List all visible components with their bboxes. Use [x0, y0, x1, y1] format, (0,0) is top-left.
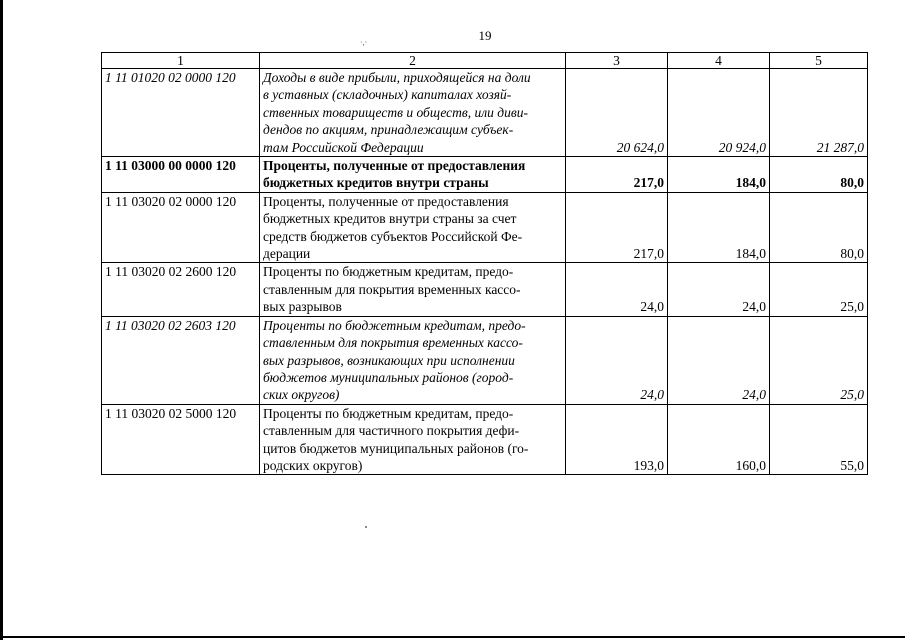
description-line: Проценты по бюджетным кредитам, предо- — [263, 405, 514, 421]
description-line: Проценты по бюджетным кредитам, предо- — [263, 264, 514, 280]
budget-code: 1 11 01020 02 0000 120 — [102, 69, 260, 157]
description-line: Проценты, полученные от предоставления — [263, 158, 526, 174]
value-col4: 24,0 — [668, 316, 770, 404]
value-col4: 184,0 — [668, 192, 770, 263]
column-number-row — [102, 53, 868, 69]
description-line: Доходы в виде прибыли, приходящейся на доли — [263, 70, 531, 85]
value-col3: 24,0 — [566, 263, 668, 316]
description-line: цитов бюджетов муниципальных районов (го- — [263, 440, 529, 456]
value-col4: 184,0 — [668, 157, 770, 193]
column-header-3: 3 — [566, 53, 668, 69]
table-row — [102, 316, 868, 404]
column-header-4: 4 — [668, 53, 770, 69]
value-col5: 80,0 — [770, 157, 868, 193]
table-row — [102, 263, 868, 316]
value-col3: 193,0 — [566, 404, 668, 475]
description-line: дендов по акциям, принадлежащим субъек- — [263, 122, 514, 138]
column-header-2: 2 — [260, 53, 566, 69]
value-col4: 20 924,0 — [668, 69, 770, 157]
description-line: средств бюджетов субъектов Российской Фе- — [263, 228, 523, 244]
description-line: бюджетных кредитов внутри страны — [263, 175, 489, 191]
revenue-description — [260, 192, 566, 263]
value-col3: 217,0 — [566, 157, 668, 193]
description-line: дерации — [263, 246, 311, 262]
description-line: ских округов) — [263, 387, 340, 403]
description-line: бюджетных кредитов внутри страны за счет — [263, 211, 517, 227]
description-line: Проценты, полученные от предоставления — [263, 193, 509, 209]
revenue-description — [260, 69, 566, 157]
column-header-5: 5 — [770, 53, 868, 69]
column-header-1: 1 — [102, 53, 260, 69]
budget-code: 1 11 03020 02 2600 120 — [102, 263, 260, 316]
revenue-description — [260, 263, 566, 316]
description-line: ставленным для покрытия временных кассо- — [263, 281, 521, 297]
budget-revenue-table — [101, 52, 868, 475]
budget-code: 1 11 03000 00 0000 120 — [102, 157, 260, 193]
value-col3: 20 624,0 — [566, 69, 668, 157]
description-line: Проценты по бюджетным кредитам, предо- — [263, 317, 526, 333]
scan-left-edge — [0, 0, 3, 640]
description-line: там Российской Федерации — [263, 139, 424, 155]
description-line: бюджетов муниципальных районов (город- — [263, 369, 514, 385]
table-row — [102, 404, 868, 475]
description-line: вых разрывов — [263, 299, 342, 315]
budget-code: 1 11 03020 02 5000 120 — [102, 404, 260, 475]
value-col5: 55,0 — [770, 404, 868, 475]
description-line: вых разрывов, возникающих при исполнении — [263, 352, 515, 368]
description-line: ственных товариществ и обществ, или диви- — [263, 104, 528, 120]
description-line: ставленным для частичного покрытия дефи- — [263, 423, 520, 439]
page-number: 19 — [478, 28, 492, 43]
budget-code: 1 11 03020 02 2603 120 — [102, 316, 260, 404]
revenue-description — [260, 316, 566, 404]
description-line: в уставных (складочных) капиталах хозяй- — [263, 87, 512, 103]
value-col5: 25,0 — [770, 263, 868, 316]
value-col5: 25,0 — [770, 316, 868, 404]
scan-bottom-edge — [0, 636, 905, 638]
table-row — [102, 192, 868, 263]
value-col5: 21 287,0 — [770, 69, 868, 157]
value-col4: 160,0 — [668, 404, 770, 475]
description-line: ставленным для покрытия временных кассо- — [263, 335, 523, 351]
revenue-description — [260, 157, 566, 193]
table-row — [102, 69, 868, 157]
description-line: родских округов) — [263, 457, 363, 473]
scan-dot — [365, 526, 367, 528]
value-col4: 24,0 — [668, 263, 770, 316]
value-col3: 217,0 — [566, 192, 668, 263]
budget-code: 1 11 03020 02 0000 120 — [102, 192, 260, 263]
revenue-description — [260, 404, 566, 475]
scan-speck: ·,· — [360, 38, 368, 47]
table-row — [102, 157, 868, 193]
value-col5: 80,0 — [770, 192, 868, 263]
value-col3: 24,0 — [566, 316, 668, 404]
